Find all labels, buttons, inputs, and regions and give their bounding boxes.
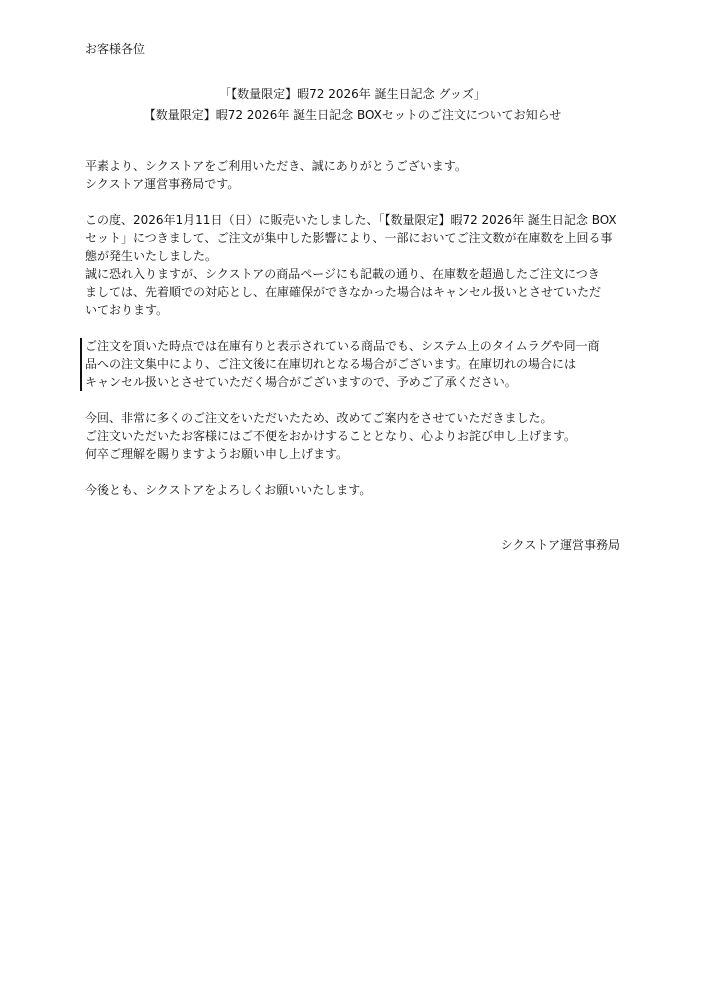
signature: シクストア運営事務局: [500, 538, 620, 552]
paragraph-closing: [85, 481, 620, 499]
text-line: セット」につきまして、ご注文が集中した影響により、一部においてご注文数が在庫数を上回る事: [85, 231, 613, 245]
text-line: ましては、先着順での対応とし、在庫確保ができなかった場合はキャンセル扱いとさせていただ: [85, 285, 602, 299]
text-line: この度、2026年1月11日（日）に販売いたしました、「【数量限定】暇72 2026年 誕生日記念 BOX: [85, 213, 617, 227]
paragraph-apology: [85, 409, 620, 463]
text-line: 品への注文集中により、ご注文後に在庫切れとなる場合がございます。在庫切れの場合には: [85, 357, 577, 371]
title-line-1: 「【数量限定】暇72 2026年 誕生日記念 グッズ」: [219, 87, 486, 101]
text-line: キャンセル扱いとさせていただく場合がございますので、予めご了承ください。: [85, 375, 517, 389]
paragraph-greeting: [85, 157, 620, 193]
text-line: 今回、非常に多くのご注文をいただいたため、改めてご案内をさせていただきました。: [85, 411, 553, 425]
paragraph-incident: [85, 211, 620, 319]
text-line: いております。: [85, 303, 169, 317]
text-line: 誠に恐れ入りますが、シクストアの商品ページにも記載の通り、在庫数を超過したご注文につき: [85, 267, 600, 281]
notice-body: [85, 157, 620, 499]
left-rule: [80, 338, 82, 391]
text-line: 何卒ご理解を賜りますようお願い申し上げます。: [85, 447, 349, 461]
text-line: 態が発生いたしました。: [85, 249, 218, 263]
notice-title: [85, 85, 620, 124]
text-line: シクストア運営事務局です。: [85, 177, 240, 191]
text-line: ご注文を頂いた時点では在庫有りと表示されている商品でも、システム上のタイムラグや同一商: [85, 339, 600, 353]
title-line-2: 【数量限定】暇72 2026年 誕生日記念 BOXセットのご注文についてお知らせ: [143, 108, 562, 122]
text-line: ご注文いただいたお客様にはご不便をおかけすることとなり、心よりお詫び申し上げます。: [85, 429, 577, 443]
paragraph-stock-note: [85, 337, 620, 391]
salutation: お客様各位: [85, 42, 146, 56]
text-line: 今後とも、シクストアをよろしくお願いいたします。: [85, 483, 372, 497]
text-line: 平素より、シクストアをご利用いただき、誠にありがとうございます。: [85, 159, 467, 173]
